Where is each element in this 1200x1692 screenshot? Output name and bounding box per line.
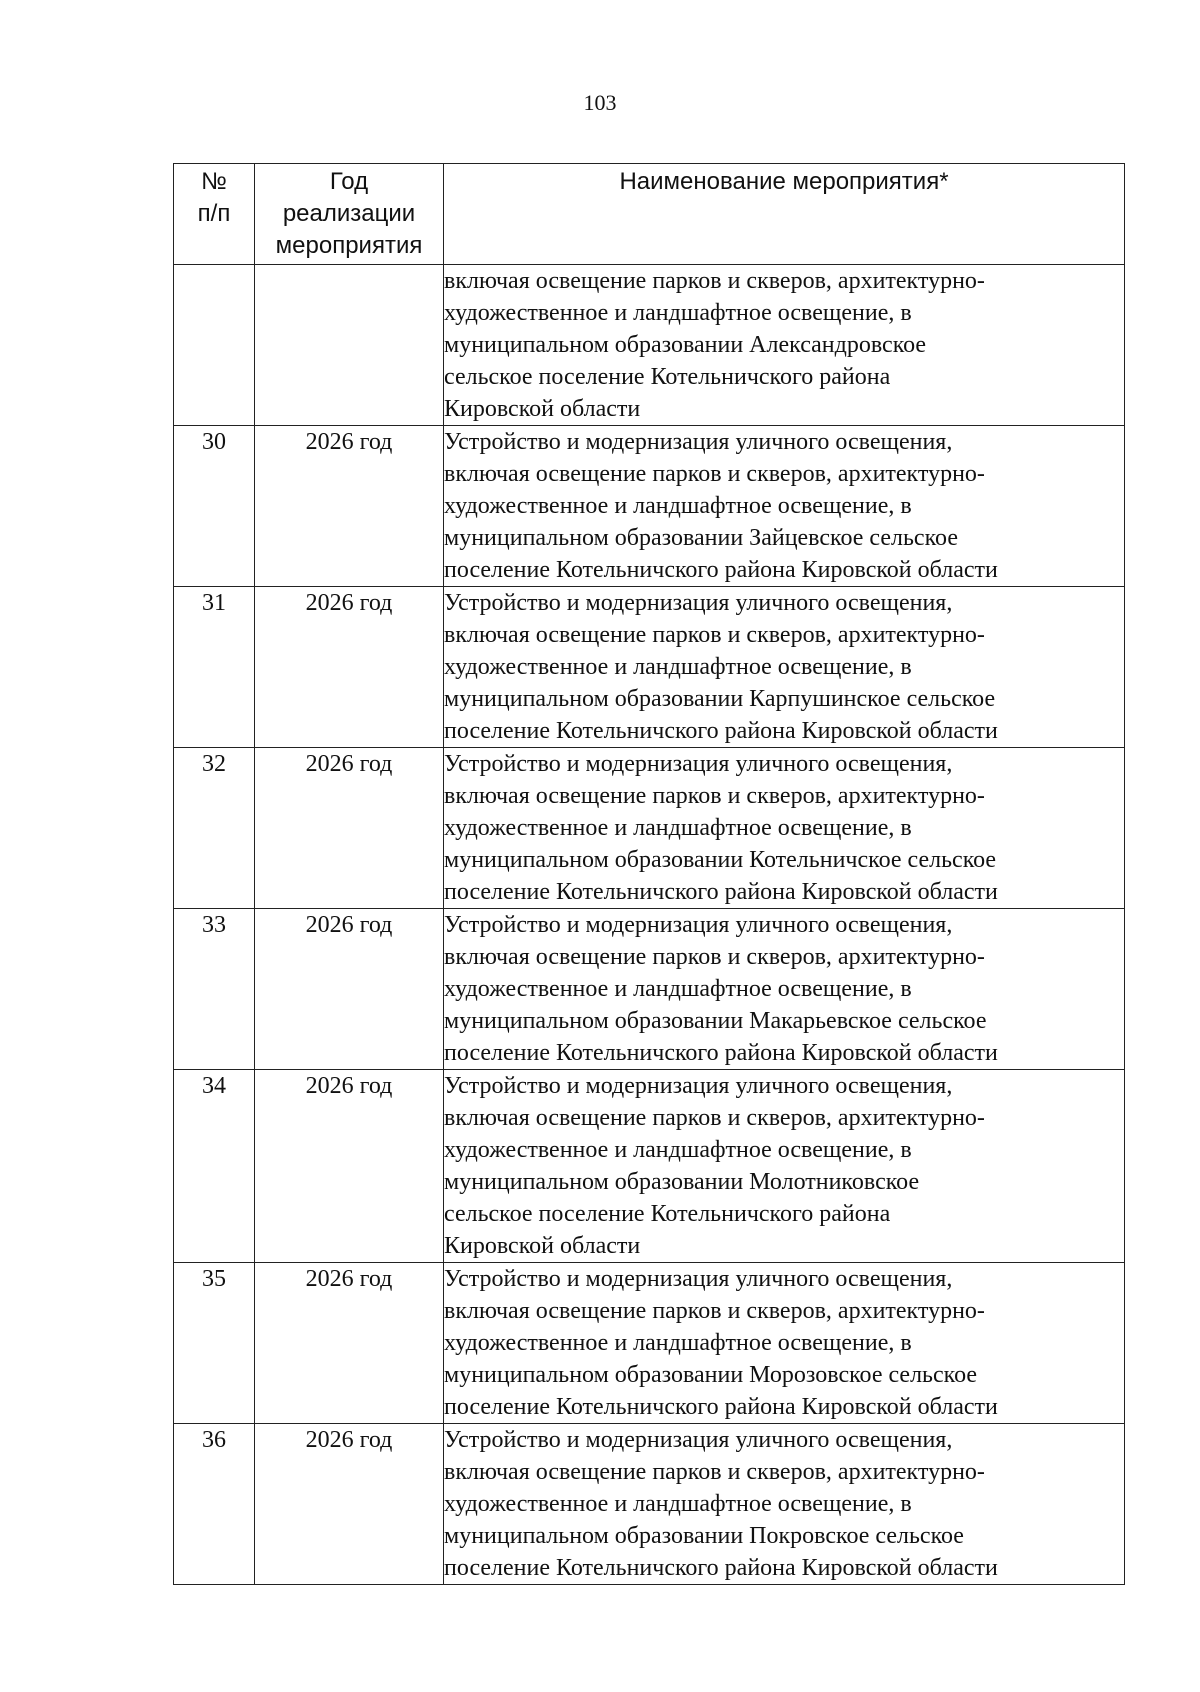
table-row bbox=[174, 426, 1125, 587]
header-num-line: № bbox=[201, 168, 227, 195]
table-body bbox=[174, 265, 1125, 1585]
cell-name-line: муниципальном образовании Карпушинское сельское bbox=[444, 686, 996, 712]
cell-name bbox=[444, 426, 1125, 587]
table-row bbox=[174, 587, 1125, 748]
cell-name-line: включая освещение парков и скверов, архитектурно- bbox=[444, 1459, 985, 1485]
cell-name-line: художественное и ландшафтное освещение, в bbox=[444, 976, 912, 1002]
cell-name-line: Устройство и модернизация уличного освещения, bbox=[444, 912, 953, 938]
cell-name-line: включая освещение парков и скверов, архитектурно- bbox=[444, 622, 985, 648]
header-num-line: п/п bbox=[197, 200, 231, 227]
cell-name-line: художественное и ландшафтное освещение, в bbox=[444, 493, 912, 519]
cell-name-line: Устройство и модернизация уличного освещения, bbox=[444, 1073, 953, 1099]
cell-name-line: Устройство и модернизация уличного освещения, bbox=[444, 1427, 953, 1453]
cell-year: 2026 год bbox=[255, 587, 444, 748]
cell-name-line: Устройство и модернизация уличного освещения, bbox=[444, 429, 953, 455]
cell-name-line: поселение Котельничского района Кировской области bbox=[444, 557, 998, 583]
header-year bbox=[255, 164, 444, 265]
header-year-line: Год bbox=[329, 168, 369, 195]
cell-name-line: художественное и ландшафтное освещение, в bbox=[444, 654, 912, 680]
cell-name-line: художественное и ландшафтное освещение, в bbox=[444, 815, 912, 841]
cell-name-line: включая освещение парков и скверов, архитектурно- bbox=[444, 1298, 985, 1324]
cell-name-line: включая освещение парков и скверов, архитектурно- bbox=[444, 944, 985, 970]
cell-num: 34 bbox=[174, 1070, 255, 1263]
cell-name-line: поселение Котельничского района Кировской области bbox=[444, 1394, 998, 1420]
table-header bbox=[174, 164, 1125, 265]
cell-name-line: сельское поселение Котельничского района bbox=[444, 1201, 891, 1227]
header-row bbox=[174, 164, 1125, 265]
table-row bbox=[174, 748, 1125, 909]
cell-num: 31 bbox=[174, 587, 255, 748]
cell-year: 2026 год bbox=[255, 909, 444, 1070]
cell-name bbox=[444, 1424, 1125, 1585]
cell-num: 36 bbox=[174, 1424, 255, 1585]
cell-num: 32 bbox=[174, 748, 255, 909]
cell-name-line: Устройство и модернизация уличного освещения, bbox=[444, 1266, 953, 1292]
cell-name-line: включая освещение парков и скверов, архитектурно- bbox=[444, 268, 985, 294]
cell-name-line: включая освещение парков и скверов, архитектурно- bbox=[444, 461, 985, 487]
cell-name-line: поселение Котельничского района Кировской области bbox=[444, 879, 998, 905]
cell-num: 33 bbox=[174, 909, 255, 1070]
cell-name bbox=[444, 1263, 1125, 1424]
cell-name bbox=[444, 1070, 1125, 1263]
cell-name-line: муниципальном образовании Котельничское сельское bbox=[444, 847, 997, 873]
table-row bbox=[174, 1424, 1125, 1585]
cell-num: 30 bbox=[174, 426, 255, 587]
cell-name-line: художественное и ландшафтное освещение, в bbox=[444, 1330, 912, 1356]
cell-name-line: включая освещение парков и скверов, архитектурно- bbox=[444, 783, 985, 809]
cell-year: 2026 год bbox=[255, 1424, 444, 1585]
table-row bbox=[174, 909, 1125, 1070]
cell-name-line: Устройство и модернизация уличного освещения, bbox=[444, 590, 953, 616]
cell-name-line: художественное и ландшафтное освещение, в bbox=[444, 300, 912, 326]
header-year-line: мероприятия bbox=[275, 232, 423, 259]
table-row-continuation bbox=[174, 265, 1125, 426]
cell-name-line: муниципальном образовании Морозовское сельское bbox=[444, 1362, 978, 1388]
cell-year: 2026 год bbox=[255, 1263, 444, 1424]
cell-year: 2026 год bbox=[255, 748, 444, 909]
cell-year bbox=[255, 265, 444, 426]
cell-name-line: муниципальном образовании Покровское сельское bbox=[444, 1523, 964, 1549]
cell-name-line: поселение Котельничского района Кировской области bbox=[444, 718, 998, 744]
cell-name bbox=[444, 909, 1125, 1070]
cell-name bbox=[444, 587, 1125, 748]
cell-name-line: муниципальном образовании Макарьевское сельское bbox=[444, 1008, 987, 1034]
cell-name-line: муниципальном образовании Молотниковское bbox=[444, 1169, 920, 1195]
header-name bbox=[444, 164, 1125, 265]
cell-name-line: включая освещение парков и скверов, архитектурно- bbox=[444, 1105, 985, 1131]
events-table bbox=[173, 163, 1125, 1585]
cell-name-line: художественное и ландшафтное освещение, в bbox=[444, 1137, 912, 1163]
cell-year: 2026 год bbox=[255, 426, 444, 587]
table-row bbox=[174, 1070, 1125, 1263]
header-name-line: Наименование мероприятия* bbox=[619, 168, 949, 195]
cell-num: 35 bbox=[174, 1263, 255, 1424]
cell-name-line: Кировской области bbox=[444, 1233, 641, 1259]
cell-name-line: Устройство и модернизация уличного освещения, bbox=[444, 751, 953, 777]
header-year-line: реализации bbox=[282, 200, 416, 227]
cell-name-line: сельское поселение Котельничского района bbox=[444, 364, 891, 390]
cell-name-line: поселение Котельничского района Кировской области bbox=[444, 1040, 998, 1066]
cell-name-line: поселение Котельничского района Кировской области bbox=[444, 1555, 998, 1581]
table-row bbox=[174, 1263, 1125, 1424]
cell-name bbox=[444, 748, 1125, 909]
page-number: 103 bbox=[583, 90, 617, 115]
cell-name-line: муниципальном образовании Александровское bbox=[444, 332, 927, 358]
cell-name-line: художественное и ландшафтное освещение, в bbox=[444, 1491, 912, 1517]
cell-num bbox=[174, 265, 255, 426]
cell-year: 2026 год bbox=[255, 1070, 444, 1263]
cell-name-line: Кировской области bbox=[444, 396, 641, 422]
header-num bbox=[174, 164, 255, 265]
cell-name-line: муниципальном образовании Зайцевское сельское bbox=[444, 525, 958, 551]
cell-name bbox=[444, 265, 1125, 426]
